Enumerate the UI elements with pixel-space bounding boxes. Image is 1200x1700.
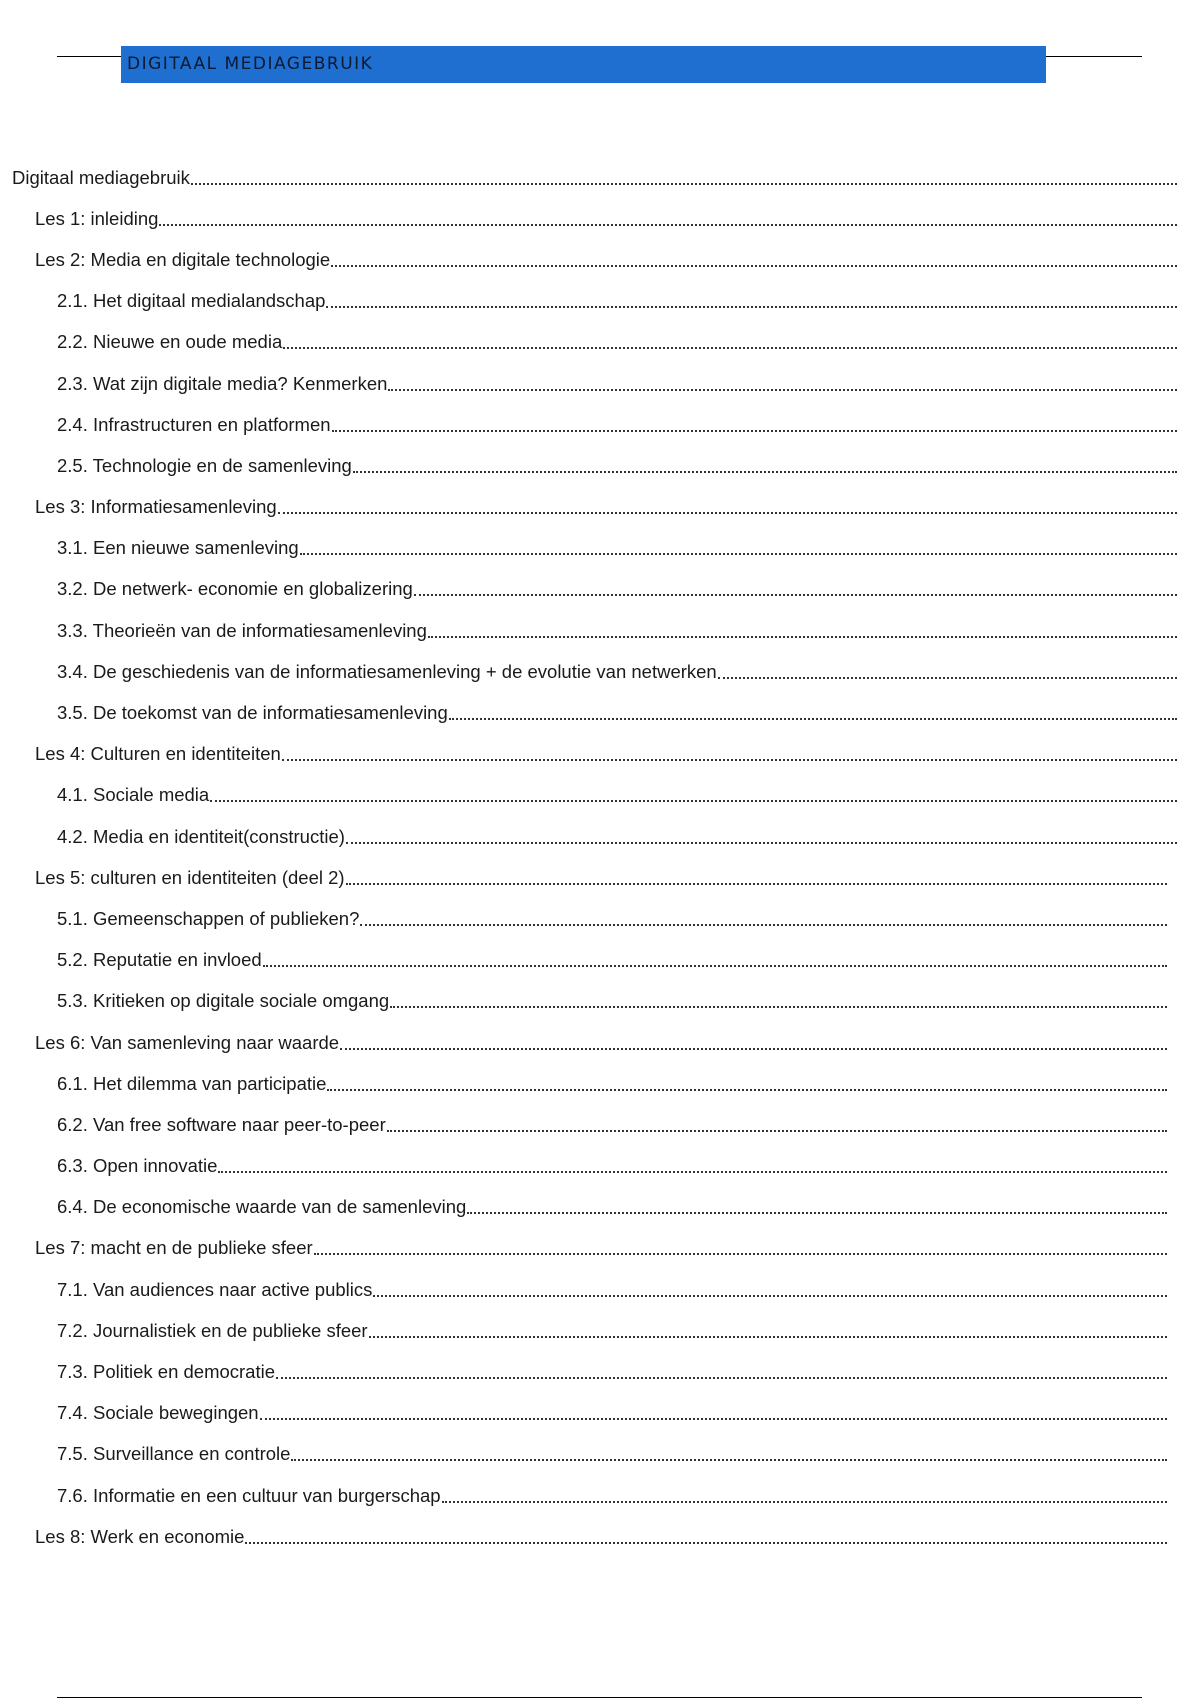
toc-dot-leader [390,1006,1167,1008]
toc-entry[interactable] [0,1393,1167,1434]
toc-entry-label: Les 3: Informatiesamenleving [35,496,277,518]
toc-entry-label: 3.5. De toekomst van de informatiesamenleving [57,702,448,724]
toc-entry[interactable] [0,898,1167,939]
toc-entry-label: Les 7: macht en de publieke sfeer [35,1237,313,1259]
toc-entry-label: Les 8: Werk en economie [35,1525,245,1547]
toc-entry[interactable] [0,1063,1167,1104]
toc-entry[interactable] [0,363,1177,404]
toc-entry-label: 7.2. Journalistiek en de publieke sfeer [57,1319,368,1341]
toc-dot-leader [387,1130,1167,1132]
toc-entry-label: Les 6: Van samenleving naar waarde [35,1031,340,1053]
toc-dot-leader [353,471,1177,473]
toc-dot-leader [210,800,1177,802]
toc-entry-label: 6.3. Open innovatie [57,1155,218,1177]
toc-dot-leader [276,1377,1167,1379]
toc-dot-leader [449,718,1177,720]
toc-entry[interactable] [0,445,1177,486]
toc-entry[interactable] [0,981,1167,1022]
toc-entry[interactable] [0,1475,1167,1516]
toc-entry[interactable] [0,1434,1167,1475]
toc-entry-label: 3.1. Een nieuwe samenleving [57,537,299,559]
toc-entry[interactable] [0,1351,1167,1392]
toc-entry[interactable] [0,528,1177,569]
toc-dot-leader [414,594,1177,596]
toc-entry-label: 6.4. De economische waarde van de samenleving [57,1196,467,1218]
toc-entry[interactable] [0,1146,1167,1187]
toc-entry[interactable] [0,404,1177,445]
toc-dot-leader [331,265,1177,267]
toc-dot-leader [718,677,1177,679]
toc-entry[interactable] [0,610,1177,651]
toc-dot-leader [327,1089,1167,1091]
toc-dot-leader [346,883,1167,885]
toc-entry-label: 7.1. Van audiences naar active publics [57,1278,373,1300]
toc-entry-label: 4.2. Media en identiteit(constructie) [57,825,345,847]
toc-entry-label: 5.1. Gemeenschappen of publieken? [57,907,360,929]
toc-dot-leader [300,553,1177,555]
toc-entry-label: 7.3. Politiek en democratie [57,1361,276,1383]
toc-entry[interactable] [0,1516,1167,1557]
toc-dot-leader [159,224,1177,226]
toc-entry[interactable] [0,1187,1167,1228]
header-rule-left [57,56,122,57]
toc-dot-leader [263,965,1167,967]
toc-entry-label: Les 5: culturen en identiteiten (deel 2) [35,866,345,888]
toc-dot-leader [218,1171,1167,1173]
footer-rule [57,1697,1142,1698]
toc-dot-leader [340,1048,1167,1050]
toc-dot-leader [332,430,1177,432]
header-rule-right [1046,56,1142,57]
toc-dot-leader [326,306,1177,308]
toc-entry[interactable] [0,322,1177,363]
toc-entry[interactable] [0,157,1177,198]
toc-entry-label: 2.4. Infrastructuren en platformen [57,413,331,435]
toc-entry-label: 5.3. Kritieken op digitale sociale omgang [57,990,390,1012]
toc-dot-leader [314,1253,1167,1255]
toc-entry[interactable] [0,569,1177,610]
toc-entry-label: 2.5. Technologie en de samenleving [57,454,352,476]
toc-dot-leader [442,1501,1167,1503]
toc-dot-leader [428,636,1177,638]
header-banner [121,46,1046,83]
toc-entry-label: 7.5. Surveillance en controle [57,1443,291,1465]
toc-entry-label: 3.3. Theorieën van de informatiesamenleving [57,619,427,641]
toc-dot-leader [191,183,1177,185]
toc-entry[interactable] [0,1022,1167,1063]
toc-entry[interactable] [0,1269,1167,1310]
toc-entry-label: 7.6. Informatie en een cultuur van burgerschap [57,1484,441,1506]
toc-entry[interactable] [0,281,1177,322]
toc-entry[interactable] [0,692,1177,733]
toc-entry-label: Les 1: inleiding [35,207,159,229]
toc-entry-label: 7.4. Sociale bewegingen [57,1402,259,1424]
toc-entry[interactable] [0,857,1167,898]
toc-entry-label: 2.2. Nieuwe en oude media [57,331,283,353]
toc-dot-leader [346,842,1177,844]
toc-dot-leader [388,389,1177,391]
toc-dot-leader [278,512,1177,514]
toc-entry[interactable] [0,1228,1167,1269]
toc-entry[interactable] [0,940,1167,981]
toc-entry[interactable] [0,1104,1167,1145]
toc-dot-leader [282,759,1177,761]
toc-entry[interactable] [0,198,1177,239]
toc-dot-leader [291,1459,1167,1461]
toc-entry[interactable] [0,651,1177,692]
toc-entry[interactable] [0,775,1177,816]
toc-entry-label: Les 4: Culturen en identiteiten [35,743,281,765]
toc-entry-label: Digitaal mediagebruik [12,166,190,188]
toc-dot-leader [283,347,1177,349]
toc-entry-label: 2.1. Het digitaal medialandschap [57,290,326,312]
toc-entry-label: 6.2. Van free software naar peer-to-peer [57,1113,386,1135]
toc-entry-label: 5.2. Reputatie en invloed [57,949,262,971]
toc-dot-leader [245,1542,1167,1544]
toc-entry[interactable] [0,734,1177,775]
toc-entry[interactable] [0,239,1177,280]
toc-entry-label: Les 2: Media en digitale technologie [35,248,331,270]
table-of-contents [0,157,1200,1557]
toc-dot-leader [260,1418,1167,1420]
toc-entry-label: 3.4. De geschiedenis van de informatiesamenleving + de evolutie van netwerken [57,660,717,682]
toc-entry-label: 2.3. Wat zijn digitale media? Kenmerken [57,372,388,394]
toc-entry-label: 6.1. Het dilemma van participatie [57,1072,327,1094]
toc-entry[interactable] [0,1310,1167,1351]
toc-dot-leader [467,1212,1167,1214]
toc-entry-label: 4.1. Sociale media [57,784,210,806]
document-title: DIGITAAL MEDIAGEBRUIK [127,53,374,74]
toc-dot-leader [360,924,1167,926]
toc-dot-leader [373,1295,1167,1297]
toc-entry[interactable] [0,816,1177,857]
toc-entry[interactable] [0,487,1177,528]
toc-dot-leader [369,1336,1167,1338]
toc-entry-label: 3.2. De netwerk- economie en globalizering [57,578,413,600]
